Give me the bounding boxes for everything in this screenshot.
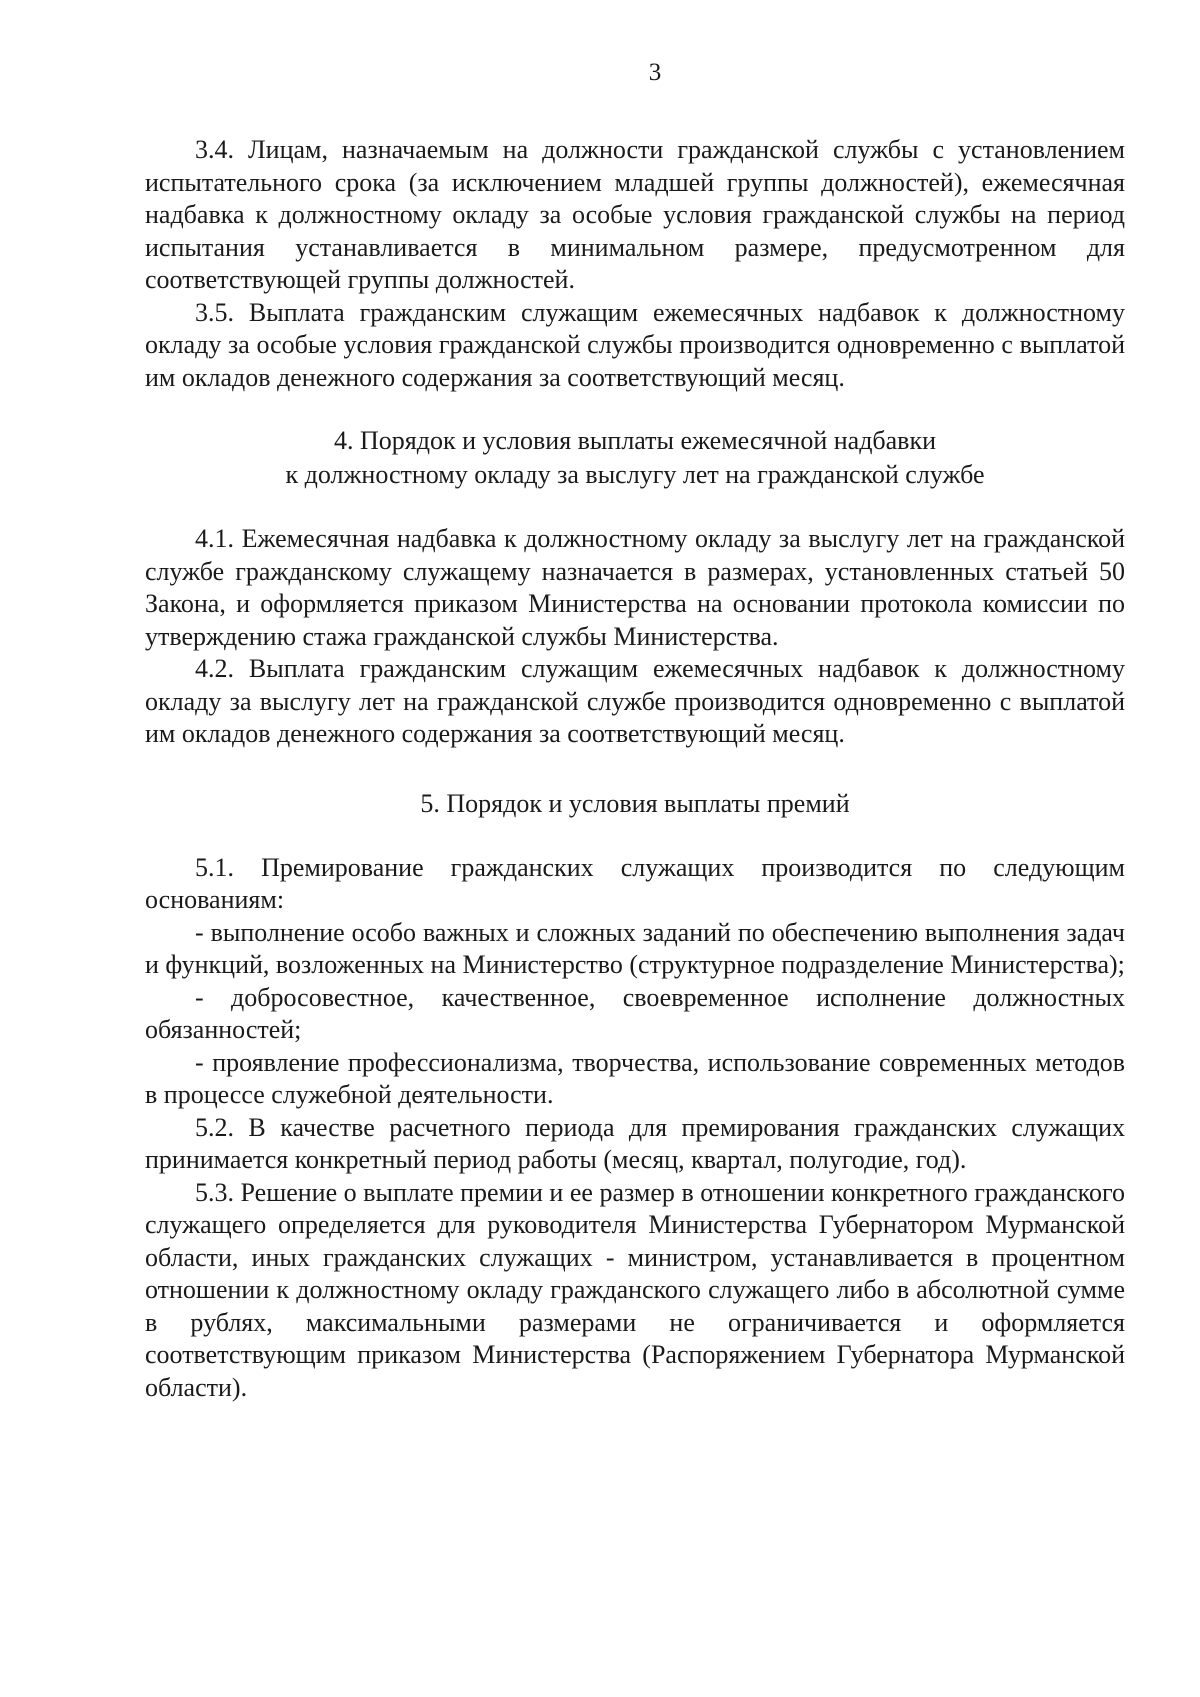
paragraph-5-3: 5.3. Решение о выплате премии и ее размер в отношении конкретного гражданского служащего определяется для руководителя Министерства Губернатором Мурманской области, иных гражданских служащих - министром, устанавливается в процентном отношении к должностному окладу гражданского служащего либо в абсолютной сумме в рублях, максимальными размерами не ограничивается и оформляется соответствующим приказом Министерства (Распоряжением Губернатора Мурманской области). bbox=[145, 1177, 1125, 1402]
paragraph-3-5: 3.5. Выплата гражданским служащим ежемесячных надбавок к должностному окладу за особые условия гражданской службы производится одновременно с выплатой им окладов денежного содержания за соответствующий месяц. bbox=[145, 297, 1125, 392]
paragraph-5-1: 5.1. Премирование гражданских служащих производится по следующим основаниям: bbox=[145, 852, 1125, 914]
section-heading-5-line-1: 5. Порядок и условия выплаты премий bbox=[420, 788, 850, 818]
list-item-important-tasks: - выполнение особо важных и сложных заданий по обеспечению выполнения задач и функций, возложенных на Министерство (структурное подразделение Министерства); bbox=[145, 917, 1125, 979]
section-heading-4-line-1: 4. Порядок и условия выплаты ежемесячной надбавки bbox=[333, 426, 937, 455]
page-number: 3 bbox=[648, 59, 662, 86]
paragraph-4-2: 4.2. Выплата гражданским служащим ежемесячных надбавок к должностному окладу за выслугу лет на гражданской службе производится одновременно с выплатой им окладов денежного содержания за соответствующий месяц. bbox=[145, 654, 1125, 748]
paragraph-3-4: 3.4. Лицам, назначаемым на должности гражданской службы с установлением испытательного срока (за исключением младшей группы должностей), ежемесячная надбавка к должностному окладу за особые условия гражданской службы на период испытания устанавливается в минимальном размере, предусмотренном для соответствующей группы должностей. bbox=[145, 135, 1125, 294]
section-heading-4-line-2: к должностному окладу за выслугу лет на гражданской службе bbox=[285, 460, 985, 489]
paragraph-4-1: 4.1. Ежемесячная надбавка к должностному окладу за выслугу лет на гражданской службе гражданскому служащему назначается в размерах, установленных статьей 50 Закона, и оформляется приказом Министерства на основании протокола комиссии по утверждению стажа гражданской службы Министерства. bbox=[145, 524, 1125, 651]
paragraph-5-2: 5.2. В качестве расчетного периода для премирования гражданских служащих принимается конкретный период работы (месяц, квартал, полугодие, год). bbox=[145, 1112, 1125, 1174]
section-heading-4 bbox=[145, 424, 1125, 492]
list-item-duties: - добросовестное, качественное, своевременное исполнение должностных обязанностей; bbox=[145, 982, 1125, 1044]
section-heading-5 bbox=[145, 787, 1125, 821]
list-item-professionalism: - проявление профессионализма, творчества, использование современных методов в процессе служебной деятельности. bbox=[145, 1047, 1125, 1109]
